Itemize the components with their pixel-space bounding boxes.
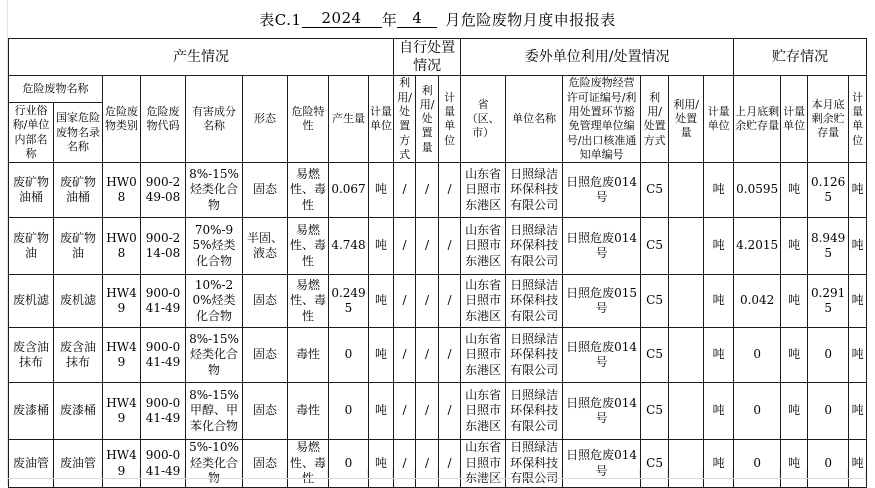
col-header-hazard: 危险特性	[288, 76, 329, 163]
col-header-component: 有害成分名称	[186, 76, 243, 163]
production-unit-cell[interactable]: 吨	[369, 163, 394, 218]
license-no-cell[interactable]: 日照危废014号	[563, 440, 641, 488]
col-header-industry-name: 行业俗称/单位内部名称	[9, 103, 54, 163]
external-disposal-unit-cell[interactable]: 吨	[704, 440, 734, 488]
waste-category-cell[interactable]: HW08	[103, 218, 141, 275]
col-header-form: 形态	[243, 76, 288, 163]
waste-code-cell[interactable]: 900-041-49	[141, 383, 186, 440]
last-month-storage-unit-cell[interactable]: 吨	[781, 383, 808, 440]
province-cell[interactable]: 山东省日照市东港区	[461, 275, 506, 328]
external-disposal-unit-cell[interactable]: 吨	[704, 328, 734, 383]
province-cell[interactable]: 山东省日照市东港区	[461, 328, 506, 383]
company-name-cell[interactable]: 日照绿洁环保科技有限公司	[506, 163, 563, 218]
title-prefix: 表C.1	[259, 10, 302, 29]
last-month-storage-cell[interactable]: 0	[734, 440, 781, 488]
last-month-storage-cell[interactable]: 0.0595	[734, 163, 781, 218]
last-month-storage-unit-cell[interactable]: 吨	[781, 275, 808, 328]
ghost-grid-cell	[438, 470, 460, 478]
self-disposal-amount-cell[interactable]: /	[416, 328, 439, 383]
last-month-storage-cell[interactable]: 0	[734, 383, 781, 440]
ghost-grid-cell	[668, 470, 703, 478]
industry-name-cell[interactable]: 废矿物油	[9, 218, 54, 275]
this-month-storage-unit-cell[interactable]: 吨	[849, 383, 867, 440]
production-amount-cell[interactable]: 0.2495	[329, 275, 369, 328]
production-amount-cell[interactable]: 4.748	[329, 218, 369, 275]
company-name-cell[interactable]: 日照绿洁环保科技有限公司	[506, 218, 563, 275]
last-month-storage-cell[interactable]: 0.042	[734, 275, 781, 328]
external-disposal-method-cell[interactable]: C5	[641, 275, 669, 328]
form-cell[interactable]: 固态	[243, 328, 288, 383]
external-disposal-unit-cell[interactable]: 吨	[704, 383, 734, 440]
self-disposal-method-cell[interactable]: /	[394, 383, 416, 440]
external-disposal-amount-cell[interactable]	[669, 275, 704, 328]
waste-category-cell[interactable]: HW49	[103, 383, 141, 440]
self-disposal-unit-cell[interactable]: /	[439, 440, 461, 488]
external-disposal-method-cell[interactable]: C5	[641, 383, 669, 440]
this-month-storage-cell[interactable]: 8.9495	[808, 218, 849, 275]
external-disposal-amount-cell[interactable]	[669, 218, 704, 275]
this-month-storage-cell[interactable]: 0	[808, 440, 849, 488]
ghost-grid-cell	[242, 470, 287, 478]
self-disposal-amount-cell[interactable]: /	[416, 440, 439, 488]
col-header-production-amount: 产生量	[329, 76, 369, 163]
external-disposal-amount-cell[interactable]	[669, 328, 704, 383]
industry-name-cell[interactable]: 废油管	[9, 440, 54, 488]
self-disposal-amount-cell[interactable]: /	[416, 383, 439, 440]
ghost-grid-cell	[415, 470, 438, 478]
form-cell[interactable]: 固态	[243, 163, 288, 218]
col-header-external-method: 利用/处置方式	[641, 76, 669, 163]
production-unit-cell[interactable]: 吨	[369, 328, 394, 383]
ghost-grid-cell	[8, 470, 53, 478]
license-no-cell[interactable]: 日照危废015号	[563, 275, 641, 328]
report-table	[8, 38, 867, 488]
external-disposal-method-cell[interactable]: C5	[641, 218, 669, 275]
industry-name-cell[interactable]: 废含油抹布	[9, 328, 54, 383]
self-disposal-amount-cell[interactable]: /	[416, 218, 439, 275]
col-header-waste-name-group: 危险废物名称	[9, 76, 103, 103]
ghost-grid-cell	[287, 470, 328, 478]
national-list-name-cell[interactable]: 废矿物油	[54, 218, 103, 275]
last-month-storage-cell[interactable]: 4.2015	[734, 218, 781, 275]
waste-row	[9, 328, 867, 383]
ghost-grid-cell	[640, 470, 668, 478]
page-title	[0, 0, 875, 38]
waste-row	[9, 275, 867, 328]
waste-category-cell[interactable]: HW49	[103, 328, 141, 383]
external-disposal-method-cell[interactable]: C5	[641, 440, 669, 488]
this-month-storage-unit-cell[interactable]: 吨	[849, 275, 867, 328]
license-no-cell[interactable]: 日照危废014号	[563, 218, 641, 275]
national-list-name-cell[interactable]: 废矿物油桶	[54, 163, 103, 218]
ghost-grid-cell	[780, 470, 807, 478]
self-disposal-method-cell[interactable]: /	[394, 440, 416, 488]
waste-code-cell[interactable]: 900-041-49	[141, 275, 186, 328]
col-header-production-unit: 计量单位	[369, 76, 394, 163]
waste-code-cell[interactable]: 900-249-08	[141, 163, 186, 218]
waste-row	[9, 163, 867, 218]
last-month-storage-cell[interactable]: 0	[734, 328, 781, 383]
waste-code-cell[interactable]: 900-041-49	[141, 328, 186, 383]
col-header-curr-storage: 本月底剩余贮存量	[808, 76, 849, 163]
province-cell[interactable]: 山东省日照市东港区	[461, 383, 506, 440]
external-disposal-method-cell[interactable]: C5	[641, 163, 669, 218]
production-amount-cell[interactable]: 0	[329, 383, 369, 440]
col-header-external-unit: 计量单位	[704, 76, 734, 163]
harmful-component-cell[interactable]: 8%-15%烃类化合物	[186, 328, 243, 383]
section-storage: 贮存情况	[734, 39, 867, 76]
self-disposal-amount-cell[interactable]: /	[416, 163, 439, 218]
external-disposal-method-cell[interactable]: C5	[641, 328, 669, 383]
title-month: 4	[397, 10, 437, 28]
harmful-component-cell[interactable]: 70%-95%烃类化合物	[186, 218, 243, 275]
harmful-component-cell[interactable]: 10%-20%烃类化合物	[186, 275, 243, 328]
national-list-name-cell[interactable]: 废油管	[54, 440, 103, 488]
external-disposal-unit-cell[interactable]: 吨	[704, 218, 734, 275]
ghost-grid-cell	[140, 470, 185, 478]
col-header-curr-storage-unit: 计量单位	[849, 76, 867, 163]
company-name-cell[interactable]: 日照绿洁环保科技有限公司	[506, 440, 563, 488]
harmful-component-cell[interactable]: 8%-15%烃类化合物	[186, 163, 243, 218]
self-disposal-unit-cell[interactable]: /	[439, 328, 461, 383]
ghost-grid-cell	[102, 470, 140, 478]
this-month-storage-unit-cell[interactable]: 吨	[849, 440, 867, 488]
header-group-row	[9, 76, 867, 103]
harmful-component-cell[interactable]: 8%-15%甲醇、甲苯化合物	[186, 383, 243, 440]
this-month-storage-unit-cell[interactable]: 吨	[849, 328, 867, 383]
hazard-characteristic-cell[interactable]: 毒性	[288, 328, 329, 383]
this-month-storage-cell[interactable]: 0	[808, 383, 849, 440]
self-disposal-amount-cell[interactable]: /	[416, 275, 439, 328]
col-header-company: 单位名称	[506, 76, 563, 163]
waste-row	[9, 440, 867, 488]
ghost-grid-cell	[703, 470, 733, 478]
external-disposal-amount-cell[interactable]	[669, 383, 704, 440]
this-month-storage-unit-cell[interactable]: 吨	[849, 218, 867, 275]
hazard-characteristic-cell[interactable]: 易燃性、毒性	[288, 275, 329, 328]
last-month-storage-unit-cell[interactable]: 吨	[781, 328, 808, 383]
ghost-grid-cell	[185, 470, 242, 478]
col-header-self-amount: 利用/处置量	[416, 76, 439, 163]
national-list-name-cell[interactable]: 废漆桶	[54, 383, 103, 440]
last-month-storage-unit-cell[interactable]: 吨	[781, 163, 808, 218]
ghost-grid-cell	[460, 470, 505, 478]
section-self-disposal: 自行处置情况	[394, 39, 461, 76]
license-no-cell[interactable]: 日照危废014号	[563, 328, 641, 383]
this-month-storage-cell[interactable]: 0.2915	[808, 275, 849, 328]
col-header-self-unit: 计量单位	[439, 76, 461, 163]
section-production: 产生情况	[9, 39, 394, 76]
section-external: 委外单位利用/处置情况	[461, 39, 734, 76]
ghost-grid-cell	[733, 470, 780, 478]
waste-code-cell[interactable]: 900-041-49	[141, 440, 186, 488]
ghost-grid-cell	[807, 470, 848, 478]
last-month-storage-unit-cell[interactable]: 吨	[781, 440, 808, 488]
industry-name-cell[interactable]: 废漆桶	[9, 383, 54, 440]
hazard-characteristic-cell[interactable]: 易燃性、毒性	[288, 163, 329, 218]
self-disposal-unit-cell[interactable]: /	[439, 163, 461, 218]
form-cell[interactable]: 固态	[243, 275, 288, 328]
waste-category-cell[interactable]: HW08	[103, 163, 141, 218]
province-cell[interactable]: 山东省日照市东港区	[461, 440, 506, 488]
col-header-prev-storage: 上月底剩余贮存量	[734, 76, 781, 163]
ghost-grid-cell	[328, 470, 368, 478]
title-suffix: 月危险废物月度申报报表	[445, 10, 616, 29]
this-month-storage-unit-cell[interactable]: 吨	[849, 163, 867, 218]
form-cell[interactable]: 半固、液态	[243, 218, 288, 275]
industry-name-cell[interactable]: 废机滤	[9, 275, 54, 328]
last-month-storage-unit-cell[interactable]: 吨	[781, 218, 808, 275]
external-disposal-unit-cell[interactable]: 吨	[704, 163, 734, 218]
this-month-storage-cell[interactable]: 0.1265	[808, 163, 849, 218]
external-disposal-unit-cell[interactable]: 吨	[704, 275, 734, 328]
industry-name-cell[interactable]: 废矿物油桶	[9, 163, 54, 218]
form-cell[interactable]: 固态	[243, 383, 288, 440]
self-disposal-unit-cell[interactable]: /	[439, 383, 461, 440]
license-no-cell[interactable]: 日照危废014号	[563, 383, 641, 440]
table-body	[9, 163, 867, 488]
hazard-characteristic-cell[interactable]: 毒性	[288, 383, 329, 440]
ghost-grid-cell	[562, 470, 640, 478]
hazard-characteristic-cell[interactable]: 易燃性、毒性	[288, 440, 329, 488]
ghost-grid-cell	[53, 470, 102, 478]
harmful-component-cell[interactable]: 5%-10%烃类化合物	[186, 440, 243, 488]
waste-category-cell[interactable]: HW49	[103, 275, 141, 328]
this-month-storage-cell[interactable]: 0	[808, 328, 849, 383]
production-amount-cell[interactable]: 0	[329, 328, 369, 383]
col-header-national-list-name: 国家危险废物名录名称	[54, 103, 103, 163]
header-section-row	[9, 39, 867, 76]
province-cell[interactable]: 山东省日照市东港区	[461, 218, 506, 275]
license-no-cell[interactable]: 日照危废014号	[563, 163, 641, 218]
col-header-license: 危险废物经营许可证编号/利用处置环节豁免管理单位编号/出口核准通知单编号	[563, 76, 641, 163]
col-header-self-method: 利用/处置方式	[394, 76, 416, 163]
self-disposal-method-cell[interactable]: /	[394, 163, 416, 218]
national-list-name-cell[interactable]: 废机滤	[54, 275, 103, 328]
company-name-cell[interactable]: 日照绿洁环保科技有限公司	[506, 383, 563, 440]
production-unit-cell[interactable]: 吨	[369, 275, 394, 328]
self-disposal-unit-cell[interactable]: /	[439, 275, 461, 328]
self-disposal-unit-cell[interactable]: /	[439, 218, 461, 275]
ghost-grid-cell	[393, 470, 415, 478]
hazard-characteristic-cell[interactable]: 易燃性、毒性	[288, 218, 329, 275]
col-header-province: 省（区、市）	[461, 76, 506, 163]
col-header-category: 危险废物类别	[103, 76, 141, 163]
production-unit-cell[interactable]: 吨	[369, 440, 394, 488]
title-year: 2024	[302, 10, 382, 28]
title-year-label: 年	[381, 10, 398, 29]
company-name-cell[interactable]: 日照绿洁环保科技有限公司	[506, 328, 563, 383]
col-header-prev-storage-unit: 计量单位	[781, 76, 808, 163]
waste-code-cell[interactable]: 900-214-08	[141, 218, 186, 275]
self-disposal-method-cell[interactable]: /	[394, 328, 416, 383]
self-disposal-method-cell[interactable]: /	[394, 218, 416, 275]
col-header-external-amount: 利用/处置量	[669, 76, 704, 163]
waste-row	[9, 383, 867, 440]
partial-next-row	[8, 470, 866, 479]
company-name-cell[interactable]: 日照绿洁环保科技有限公司	[506, 275, 563, 328]
province-cell[interactable]: 山东省日照市东港区	[461, 163, 506, 218]
self-disposal-method-cell[interactable]: /	[394, 275, 416, 328]
waste-row	[9, 218, 867, 275]
waste-category-cell[interactable]: HW49	[103, 440, 141, 488]
ghost-grid-cell	[505, 470, 562, 478]
external-disposal-amount-cell[interactable]	[669, 163, 704, 218]
production-unit-cell[interactable]: 吨	[369, 383, 394, 440]
production-unit-cell[interactable]: 吨	[369, 218, 394, 275]
production-amount-cell[interactable]: 0.067	[329, 163, 369, 218]
ghost-grid-cell	[848, 470, 866, 478]
form-cell[interactable]: 固态	[243, 440, 288, 488]
col-header-code: 危险废物代码	[141, 76, 186, 163]
table-header	[9, 39, 867, 163]
national-list-name-cell[interactable]: 废含油抹布	[54, 328, 103, 383]
ghost-grid-cell	[368, 470, 393, 478]
external-disposal-amount-cell[interactable]	[669, 440, 704, 488]
production-amount-cell[interactable]: 0	[329, 440, 369, 488]
